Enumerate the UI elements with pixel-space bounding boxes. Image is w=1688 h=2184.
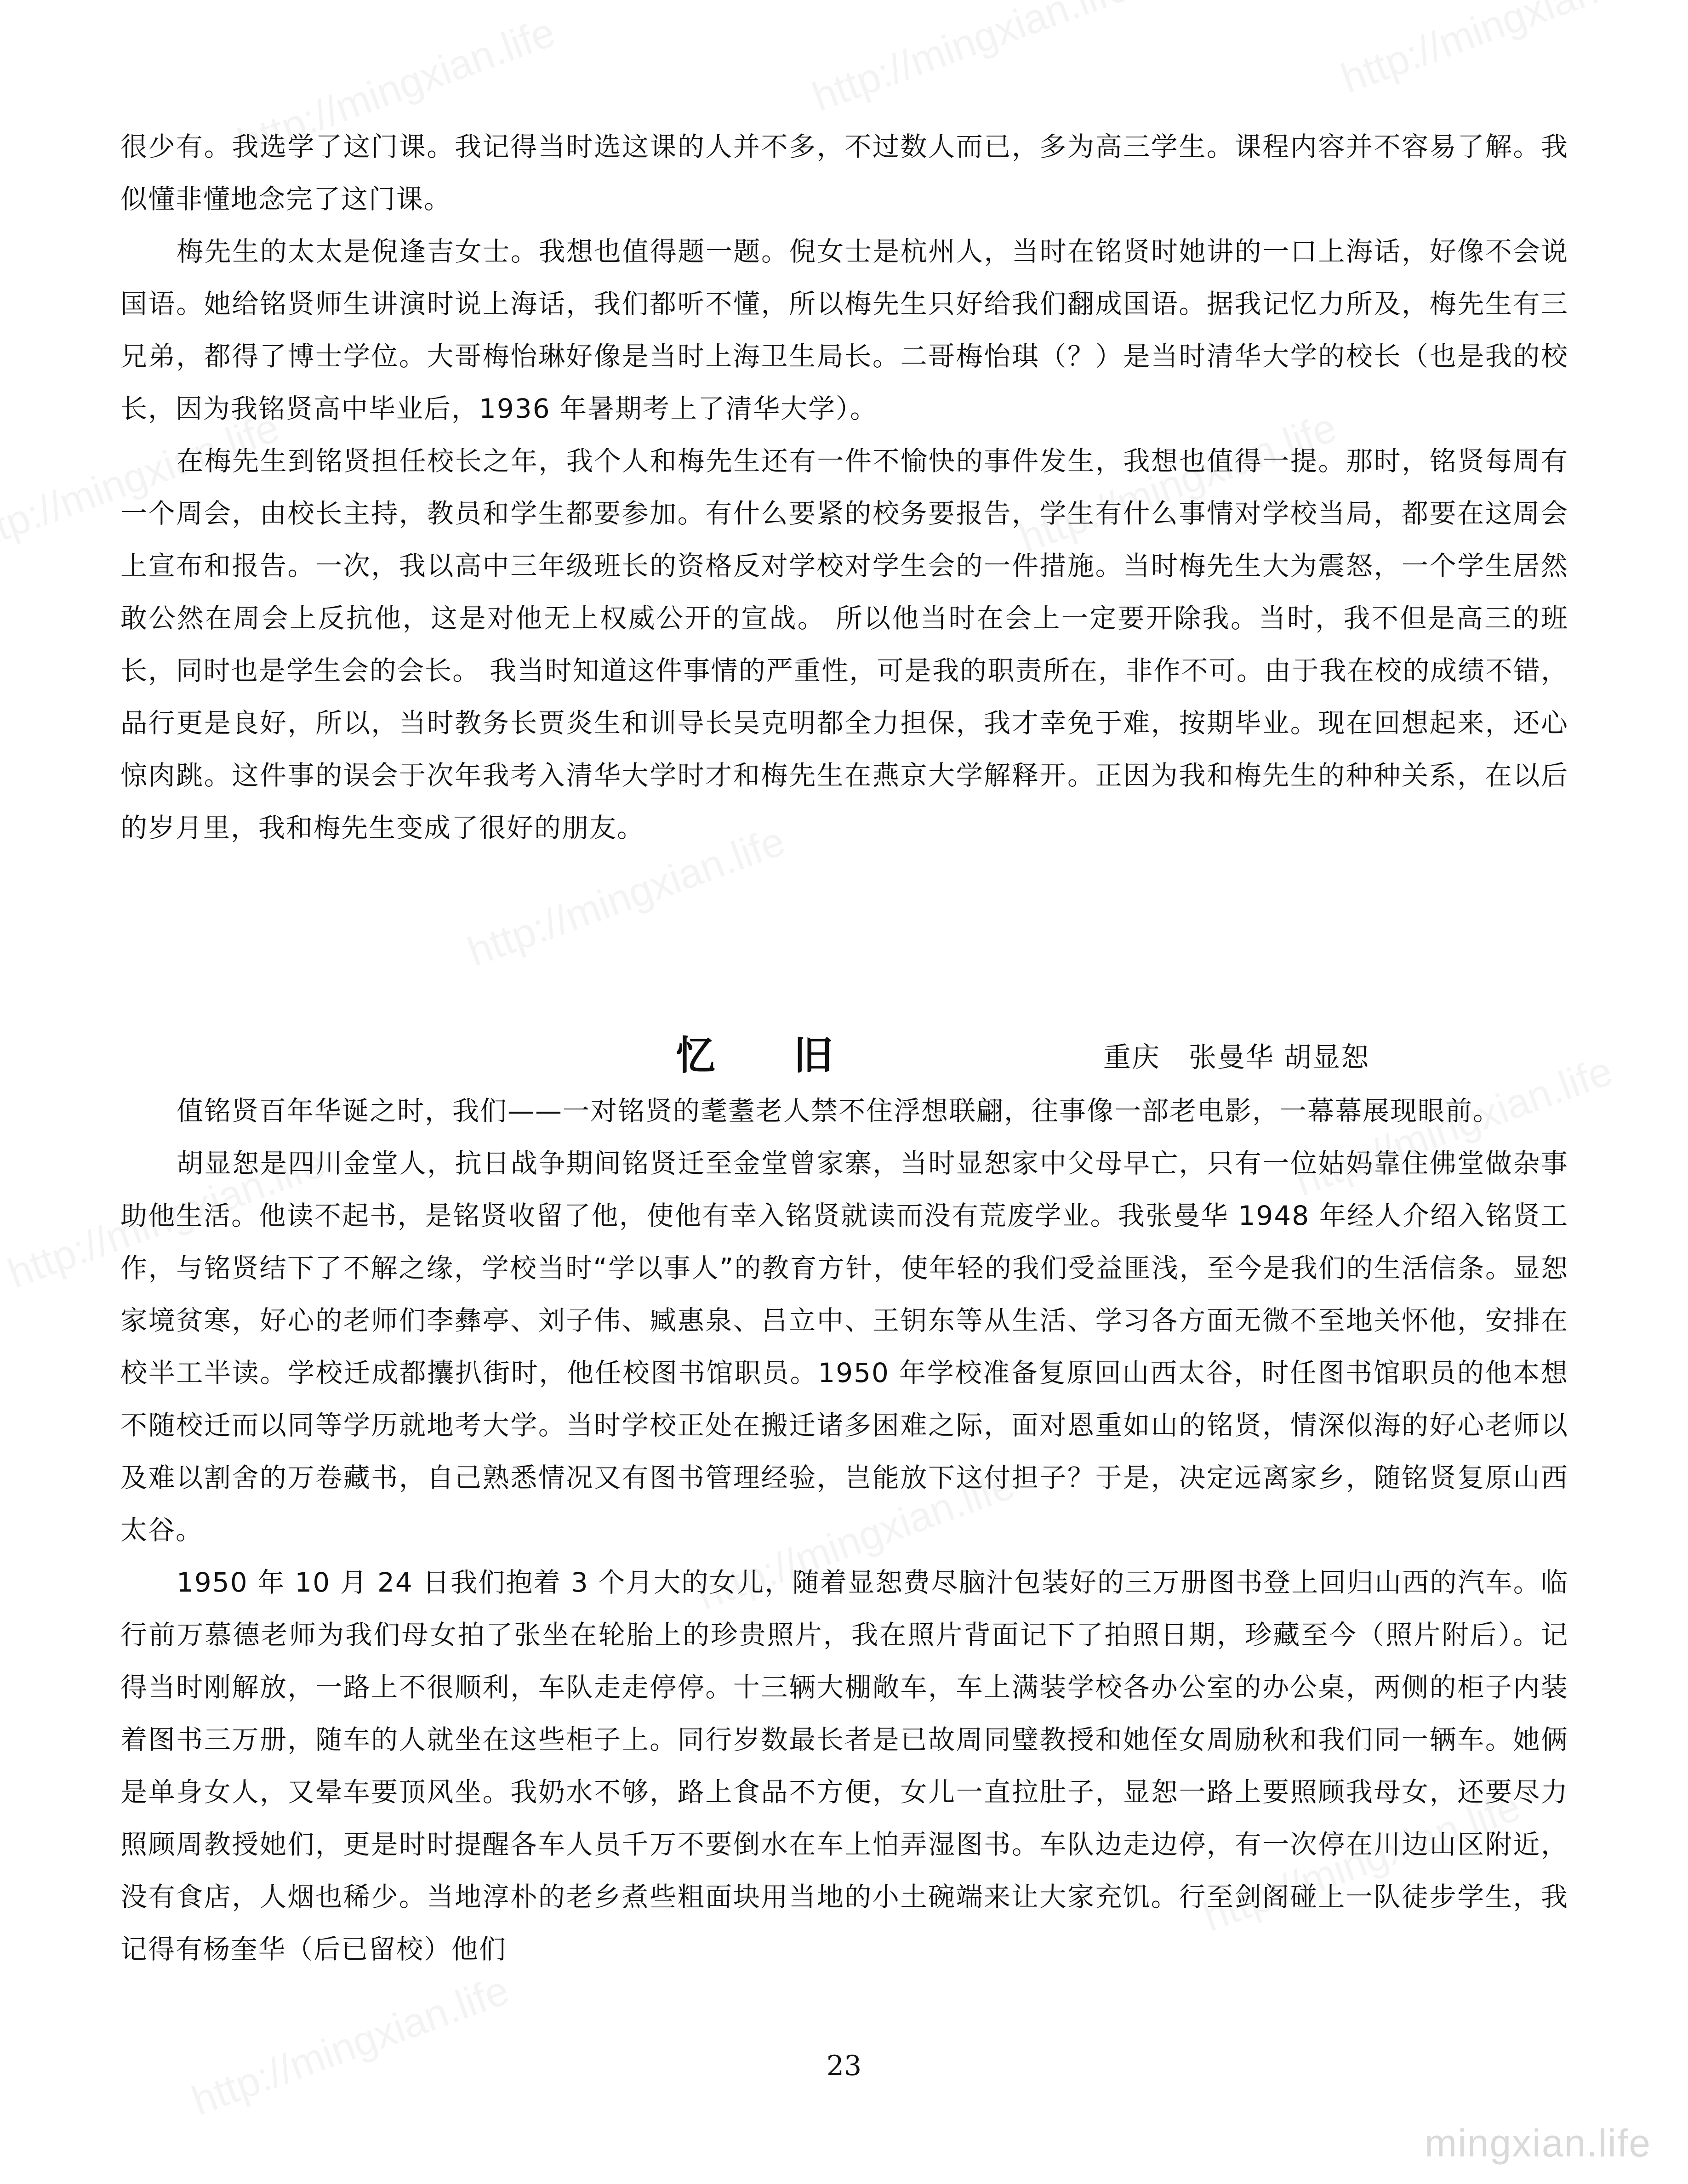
paragraph: 梅先生的太太是倪逢吉女士。我想也值得题一题。倪女士是杭州人，当时在铭贤时她讲的一口上海话，好像不会说国语。她给铭贤师生讲演时说上海话，我们都听不懂，所以梅先生只好给我们翻成国语。据我记忆力所及，梅先生有三兄弟，都得了博士学位。大哥梅怡琳好像是当时上海卫生局长。二哥梅怡琪（？）是当时清华大学的校长（也是我的校长，因为我铭贤高中毕业后，1936 年暑期考上了清华大学）。 xyxy=(120,236,1568,424)
paragraph: 胡显恕是四川金堂人，抗日战争期间铭贤迁至金堂曾家寨，当时显恕家中父母早亡，只有一位姑妈靠住佛堂做杂事助他生活。他读不起书，是铭贤收留了他，使他有幸入铭贤就读而没有荒废学业。我张曼华 1948 年经人介绍入铭贤工作，与铭贤结下了不解之缘，学校当时“学以事人”的教育方针，使年轻的我们受益匪浅，至今是我们的生活信条。显恕家境贫寒，好心的老师们李彝亭、刘子伟、臧惠泉、吕立中、王钥东等从生活、学习各方面无微不至地关怀他，安排在校半工半读。学校迁成都攮扒街时，他任校图书馆职员。1950 年学校准备复原回山西太谷，时任图书馆职员的他本想不随校迁而以同等学历就地考大学。当时学校正处在搬迁诸多困难之际，面对恩重如山的铭贤，情深似海的好心老师以及难以割舍的万卷藏书，自己熟悉情况又有图书管理经验，岂能放下这付担子？于是，决定远离家乡，随铭贤复原山西太谷。 xyxy=(120,1148,1568,1546)
paragraph: 值铭贤百年华诞之时，我们——一对铭贤的耄耋老人禁不住浮想联翩，往事像一部老电影，一幕幕展现眼前。 xyxy=(177,1095,1501,1126)
faint-watermark xyxy=(1335,0,1665,103)
paragraph: 1950 年 10 月 24 日我们抱着 3 个月大的女儿，随着显恕费尽脑汁包装好的三万册图书登上回归山西的汽车。临行前万慕德老师为我们母女拍了张坐在轮胎上的珍贵照片，我在照片背面记下了拍照日期，珍藏至今（照片附后）。记得当时刚解放，一路上不很顺利，车队走走停停。十三辆大棚敞车，车上满装学校各办公室的办公桌，两侧的柜子内装着图书三万册，随车的人就坐在这些柜子上。同行岁数最长者是已故周同璧教授和她侄女周励秋和我们同一辆车。她俩是单身女人，又晕车要顶风坐。我奶水不够，路上食品不方便，女儿一直拉肚子，显恕一路上要照顾我母女，还要尽力照顾周教授她们，更是时时提醒各车人员千万不要倒水在车上怕弄湿图书。车队边走边停，有一次停在川边山区附近，没有食店，人烟也稀少。当地淳朴的老乡煮些粗面块用当地的小土碗端来让大家充饥。行至剑阁碰上一队徒步学生，我记得有杨奎华（后已留校）他们 xyxy=(120,1567,1568,1965)
paragraph: 很少有。我选学了这门课。我记得当时选这课的人并不多，不过数人而已，多为高三学生。课程内容并不容易了解。我似懂非懂地念完了这门课。 xyxy=(120,131,1568,215)
site-watermark: mingxian.life xyxy=(1425,2121,1651,2165)
faint-watermark xyxy=(806,0,1136,121)
paragraph: 在梅先生到铭贤担任校长之年，我个人和梅先生还有一件不愉快的事件发生，我想也值得一提。那时，铭贤每周有一个周会，由校长主持，教员和学生都要参加。有什么要紧的校务要报告，学生有什么事情对学校当局，都要在这周会上宣布和报告。一次，我以高中三年级班长的资格反对学校对学生会的一件措施。当时梅先生大为震怒，一个学生居然敢公然在周会上反抗他，这是对他无上权威公开的宣战。 所以他当时在会上一定要开除我。当时，我不但是高三的班长，同时也是学生会的会长。 我当时知道这件事情的严重性，可是我的职责所在，非作不可。由于我在校的成绩不错，品行更是良好，所以，当时教务长贾炎生和训导长吴克明都全力担保，我才幸免于难，按期毕业。现在回想起来，还心惊肉跳。这件事的误会于次年我考入清华大学时才和梅先生在燕京大学解释开。正因为我和梅先生的种种关系，在以后的岁月里，我和梅先生变成了很好的朋友。 xyxy=(120,445,1568,843)
article-heading xyxy=(0,1026,1688,1086)
article-title: 忆旧 xyxy=(676,1033,911,1079)
previous-article-continuation xyxy=(120,120,1568,854)
page-number: 23 xyxy=(826,2050,862,2082)
article-body xyxy=(120,1085,1568,1975)
article-authors: 重庆 张曼华 胡显恕 xyxy=(1103,1041,1370,1074)
